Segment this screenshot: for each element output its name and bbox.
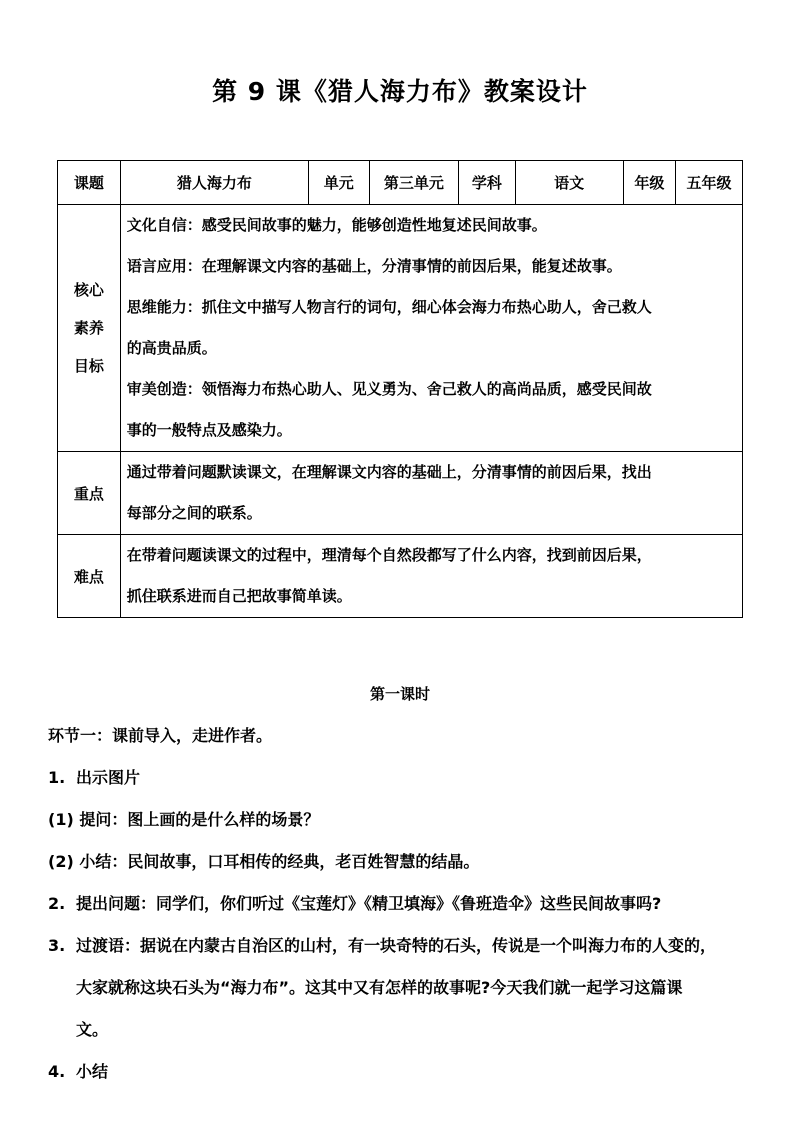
key-points-content: 通过带着问题默读课文，在理解课文内容的基础上，分清事情的前因后果，找出 每部分之间的联系。	[120, 452, 742, 535]
step-heading: 环节一：课前导入，走进作者。	[48, 726, 273, 745]
key-points-label: 重点	[58, 452, 121, 535]
sub-item: (2) 小结：民间故事，口耳相传的经典，老百姓智慧的结晶。	[48, 852, 480, 871]
unit-label: 单元	[308, 161, 369, 205]
list-item-continuation: 文。	[76, 1020, 109, 1039]
table-header-row	[58, 161, 743, 205]
lesson-body	[48, 715, 758, 1093]
grade-value: 五年级	[676, 161, 743, 205]
lesson-label: 课题	[58, 161, 121, 205]
section-title: 第一课时	[369, 685, 430, 703]
list-item-continuation: 大家就称这块石头为“海力布”。这其中又有怎样的故事呢?今天我们就一起学习这篇课	[76, 978, 683, 997]
list-item: 1. 出示图片	[48, 768, 141, 787]
list-item: 2. 提出问题：同学们，你们听过《宝莲灯》《精卫填海》《鲁班造伞》这些民间故事吗?	[48, 894, 662, 913]
sub-item: (1) 提问：图上画的是什么样的场景？	[48, 810, 320, 829]
difficult-points-row	[58, 535, 743, 618]
unit-value: 第三单元	[369, 161, 458, 205]
difficult-points-content: 在带着问题读课文的过程中，理清每个自然段都写了什么内容，找到前因后果， 抓住联系进而自己把故事简单读。	[120, 535, 742, 618]
lesson-info-table	[57, 160, 743, 618]
list-item: 3. 过渡语：据说在内蒙古自治区的山村，有一块奇特的石头，传说是一个叫海力布的人变的，	[48, 936, 717, 955]
goals-content: 文化自信：感受民间故事的魅力，能够创造性地复述民间故事。 语言应用：在理解课文内容的基础上，分清事情的前因后果，能复述故事。 思维能力：抓住文中描写人物言行的词句，细心体会海力布热心助人，舍己救人 的高贵品质。 审美创造：领悟海力布热心助人、见义勇为、舍己救人的高尚品质，感受民间故 事的一般特点及感染力。	[120, 205, 742, 452]
lesson-value: 猎人海力布	[120, 161, 308, 205]
goals-label: 核心 素养 目标	[58, 205, 121, 452]
subject-value: 语文	[515, 161, 623, 205]
difficult-points-label: 难点	[58, 535, 121, 618]
key-points-row	[58, 452, 743, 535]
goals-row	[58, 205, 743, 452]
subject-label: 学科	[459, 161, 516, 205]
grade-label: 年级	[623, 161, 675, 205]
document-title: 第 9 课《猎人海力布》教案设计	[212, 77, 588, 106]
list-item: 4. 小结	[48, 1062, 109, 1081]
